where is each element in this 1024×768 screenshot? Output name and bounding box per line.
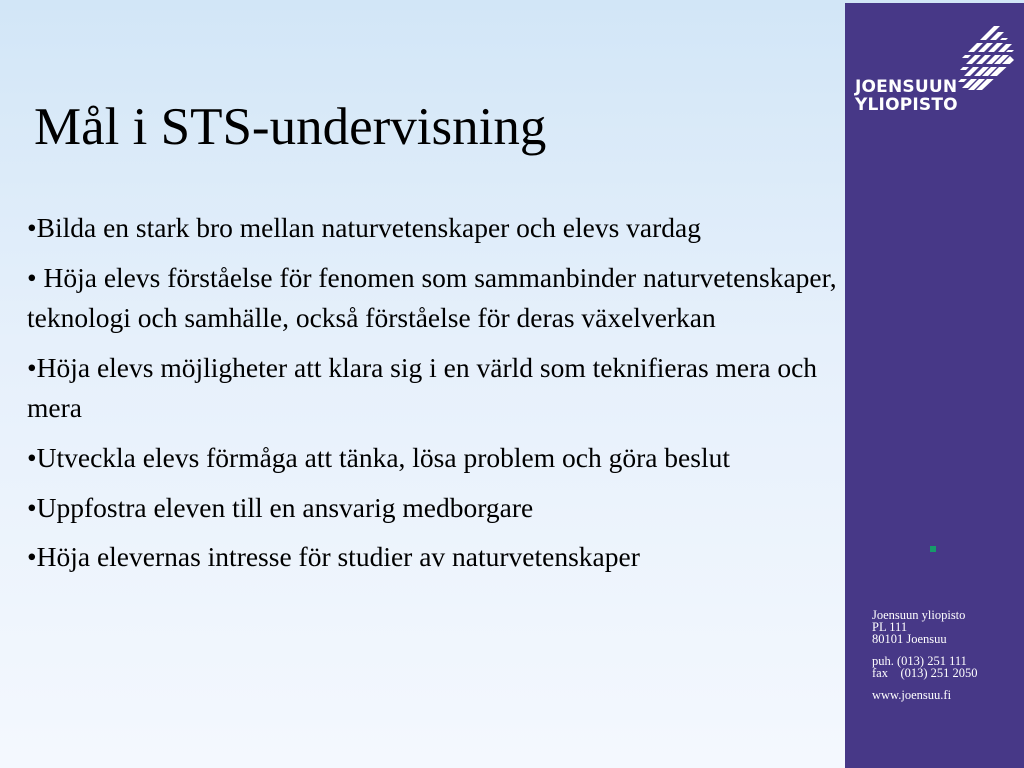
contact-box: PL 111 (872, 620, 908, 634)
contact-block (872, 609, 978, 701)
university-logo-icon (948, 18, 1014, 92)
accent-square (930, 546, 936, 552)
bullet-item: •Höja elevernas intresse för studier av naturvetenskaper (27, 541, 640, 572)
contact-fax: fax (013) 251 2050 (872, 666, 978, 680)
bullet-item: •Uppfostra eleven till en ansvarig medborgare (27, 492, 534, 523)
contact-web: www.joensuu.fi (872, 688, 952, 702)
wordmark-line-2: YLIOPISTO (855, 95, 958, 115)
bullet-item: •Bilda en stark bro mellan naturvetenskaper och elevs vardag (27, 212, 701, 243)
slide-title: Mål i STS-undervisning (34, 98, 547, 156)
bullet-item: •Utveckla elevs förmåga att tänka, lösa problem och göra beslut (27, 442, 730, 473)
bullet-list (27, 208, 837, 587)
contact-phone: puh. (013) 251 111 (872, 654, 967, 668)
contact-name: Joensuun yliopisto (872, 608, 966, 622)
bullet-item: • Höja elevs förståelse för fenomen som sammanbinder naturvetenskaper, teknologi och samhälle, också förståelse för deras växelverkan (27, 262, 837, 333)
contact-postal: 80101 Joensuu (872, 632, 947, 646)
wordmark-line-1: JOENSUUN (855, 77, 958, 97)
university-wordmark (855, 78, 958, 114)
bullet-item: •Höja elevs möjligheter att klara sig i en värld som teknifieras mera och mera (27, 352, 818, 423)
